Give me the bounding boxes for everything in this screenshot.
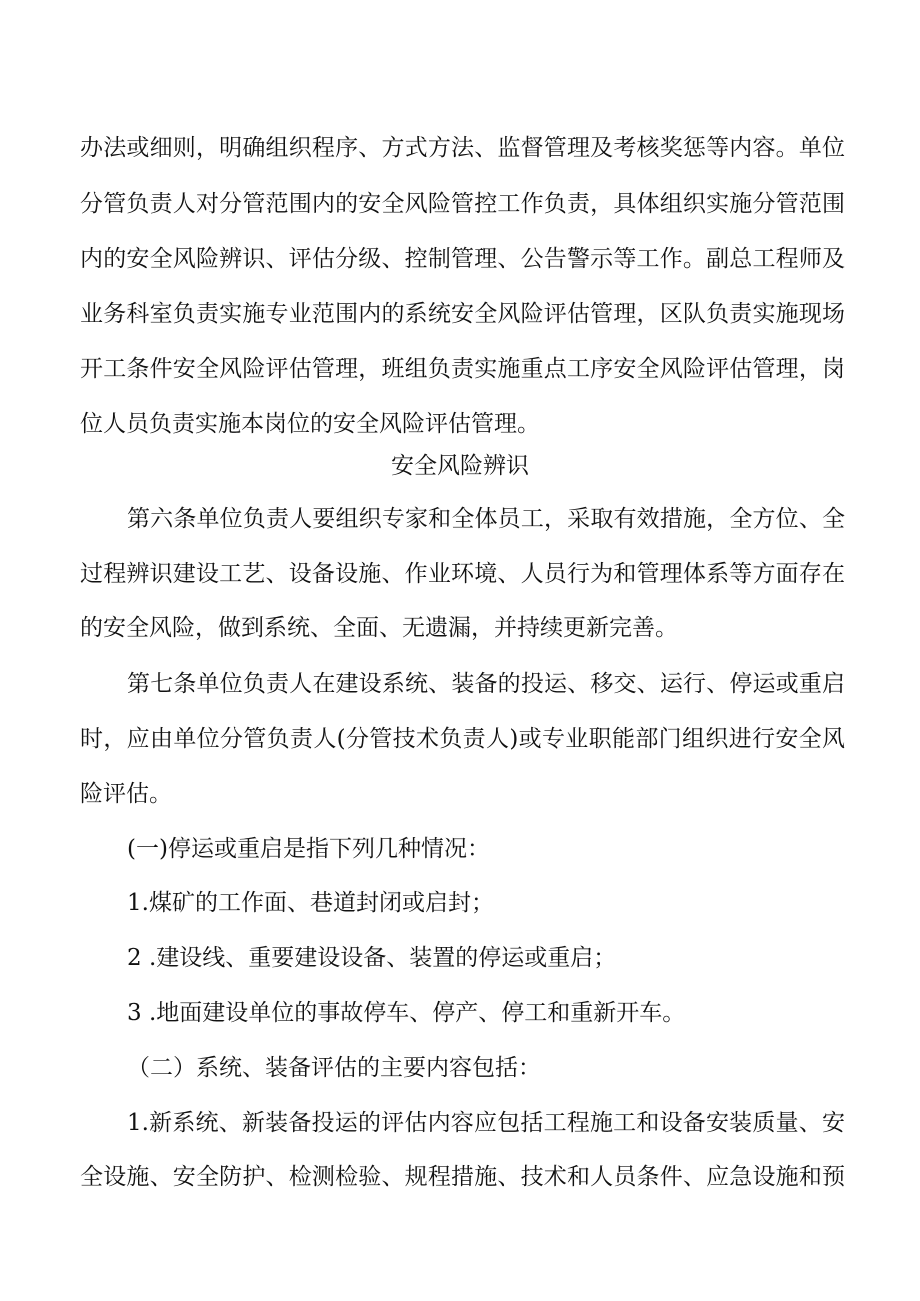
paragraph-line: 开工条件安全风险评估管理，班组负责实施重点工序安全风险评估管理，岗 xyxy=(80,356,845,382)
section1-item: 1.煤矿的工作面、巷道封闭或启封； xyxy=(127,890,494,916)
article6-line: 过程辨识建设工艺、设备设施、作业环境、人员行为和管理体系等方面存在 xyxy=(80,561,845,587)
section1-item: 3 .地面建设单位的事故停车、停产、停工和重新开车。 xyxy=(127,1000,686,1026)
paragraph-line: 位人员负责实施本岗位的安全风险评估管理。 xyxy=(80,411,540,437)
article6-line: 的安全风险，做到系统、全面、无遗漏，并持续更新完善。 xyxy=(80,615,678,641)
article7-line: 第七条单位负责人在建设系统、装备的投运、移交、运行、停运或重启 xyxy=(127,671,845,697)
paragraph-line: 业务科室负责实施专业范围内的系统安全风险评估管理，区队负责实施现场 xyxy=(80,301,845,327)
article7-line: 时，应由单位分管负责人(分管技术负责人)或专业职能部门组织进行安全风 xyxy=(80,726,845,752)
article7-line: 险评估。 xyxy=(80,781,172,807)
section1-item: 2 .建设线、重要建设设备、装置的停运或重启； xyxy=(127,945,617,971)
paragraph-line: 分管负责人对分管范围内的安全风险管控工作负责，具体组织实施分管范围 xyxy=(80,191,845,217)
paragraph-line: 办法或细则，明确组织程序、方式方法、监督管理及考核奖惩等内容。单位 xyxy=(80,135,845,161)
section2-item-line: 全设施、安全防护、检测检验、规程措施、技术和人员条件、应急设施和预 xyxy=(80,1164,845,1190)
article6-line: 第六条单位负责人要组织专家和全体员工，采取有效措施，全方位、全 xyxy=(127,506,845,532)
section1-title: (一)停运或重启是指下列几种情况： xyxy=(127,836,490,862)
section2-title: （二）系统、装备评估的主要内容包括： xyxy=(127,1055,541,1081)
section-heading: 安全风险辨识 xyxy=(391,453,529,479)
paragraph-line: 内的安全风险辨识、评估分级、控制管理、公告警示等工作。副总工程师及 xyxy=(80,246,845,272)
section2-item-line: 1.新系统、新装备投运的评估内容应包括工程施工和设备安装质量、安 xyxy=(127,1110,845,1136)
